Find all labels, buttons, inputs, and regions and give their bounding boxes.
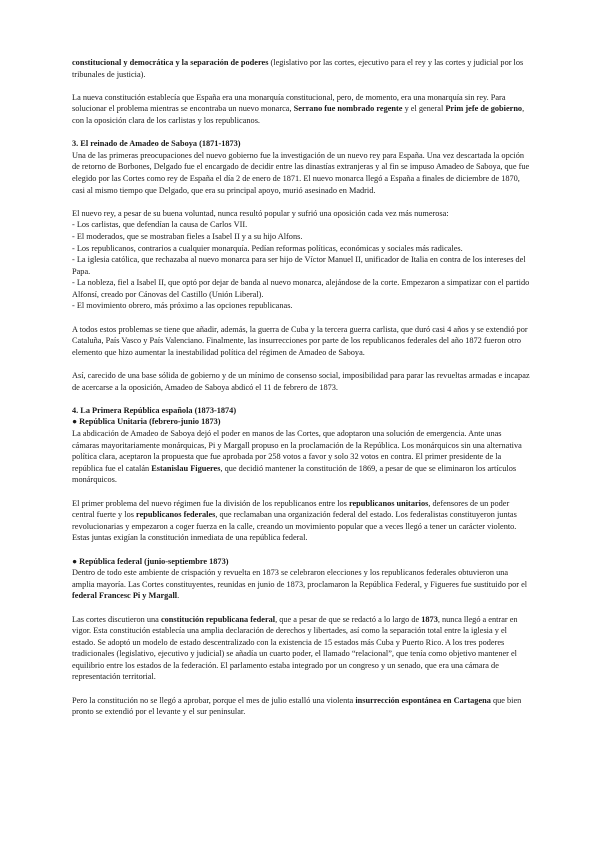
paragraph-republican-division bbox=[72, 498, 530, 544]
paragraph-republic-proclamation bbox=[72, 428, 530, 486]
bold-text: insurrección espontánea en Cartagena bbox=[355, 695, 491, 705]
text: Las cortes discutieron una bbox=[72, 614, 161, 624]
text: , que reclamaban una organización federal del estado. Los federalistas constituyeron juntas revolucionarias y empezaron a coger fuerza en la calle, creando un movimiento popular que a veces llegó a tener un carácter violento. Estas juntas exigían la constitución inmediata de una república federal. bbox=[72, 510, 517, 543]
paragraph-opposition-intro: El nuevo rey, a pesar de su buena voluntad, nunca resultó popular y sufrió una oposición cada vez más numerosa: bbox=[72, 208, 449, 218]
subheading-unitary-republic: ● República Unitaria (febrero-junio 1873) bbox=[72, 417, 221, 427]
paragraph-cartagena-insurrection bbox=[72, 695, 530, 718]
paragraph-additional-problems: A todos estos problemas se tiene que añadir, además, la guerra de Cuba y la tercera guerra carlista, que duró casi 4 años y se extendió por Cataluña, País Vasco y País Valenciano. Finalmente, las insurrecciones por parte de los republicanos federales del año 1872 fueron otro elemento que hizo aumentar la inestabilidad política del régimen de Amadeo de Saboya. bbox=[72, 324, 528, 357]
text: (legislativo por las cortes, ejecutivo para el rey y las cortes y judicial por los tribunales de justicia). bbox=[72, 58, 524, 79]
bold-text: Estanislau Figueres bbox=[151, 463, 221, 473]
text: , nunca llegó a entrar en vigor. Esta constitución establecía una amplia declaración de derechos y libertades, así como la separación total entre la iglesia y el estado. Se adoptó un modelo de estado descentralizado con la existencia de 15 estados más Cuba y Puerto Rico. A los tres poderes tradicionales (legislativo, ejecutivo y judicial) se añadía un cuarto poder, el llamado “relacional”, que tenía como objetivo mantener el equilibrio entre los estados de la federación. El parlamento estaba integrado por un congreso y un senado, que era una cámara de representación territorial. bbox=[72, 614, 518, 682]
text: , defensores de un poder central fuerte y los bbox=[72, 498, 510, 520]
paragraph-constitution-end bbox=[72, 57, 530, 80]
list-item: - Los carlistas, que defendían la causa de Carlos VII. bbox=[72, 220, 248, 230]
text: , que decidió mantener la constitución de 1869, a pesar de que se eliminaron los artículos monárquicos. bbox=[72, 463, 517, 485]
text: La abdicación de Amadeo de Saboya dejó el poder en manos de las Cortes, que adoptaron una solución de emergencia. Ante unas cámaras mayoritariamente monárquicas, Pi y Margall propuso en la proclamación de la República. Los monárquicos sin una alternativa política clara, aceptaron la propuesta que fue aprobada por 258 votos a favor y solo 32 votos en contra. El primer presidente de la república fue el catalán bbox=[72, 429, 522, 473]
paragraph-federal-elections bbox=[72, 567, 530, 602]
text: Dentro de todo este ambiente de crispación y revuelta en 1873 se celebraron elecciones y los republicanos federales obtuvieron una amplia mayoría. Las Cortes constituyentes, reunidas en junio de 1873, proclamaron la República Federal, y Figueres fue sustituido por el bbox=[72, 568, 528, 589]
text: , que a pesar de que se redactó a lo largo de bbox=[275, 614, 422, 624]
section-heading-amadeo: 3. El reinado de Amadeo de Saboya (1871-1873) bbox=[72, 139, 241, 149]
text: , con la oposición clara de los carlistas y los republicanos. bbox=[72, 104, 525, 125]
text: La nueva constitución establecía que España era una monarquía constitucional, pero, de momento, era una monarquía sin rey. Para solucionar el problema mientras se encontraba un nuevo monarca, bbox=[72, 92, 506, 114]
text: . bbox=[177, 591, 180, 601]
paragraph-federal-constitution bbox=[72, 614, 530, 684]
bold-text: republicanos unitarios bbox=[348, 498, 429, 508]
list-item: - Los republicanos, contrarios a cualquier monarquía. Pedían reformas políticas, económicas y sociales más radicales. bbox=[72, 243, 463, 253]
bold-text: constitucional y democrática y la separación de poderes bbox=[72, 58, 269, 67]
list-item: - El movimiento obrero, más próximo a las opciones republicanas. bbox=[72, 301, 293, 311]
paragraph-abdication: Así, carecido de una base sólida de gobierno y de un mínimo de consenso social, imposibilidad para parar las revueltas armadas e incapaz de acercarse a la oposición, Amadeo de Saboya abdicó el 11 de febrero de 1873. bbox=[72, 371, 530, 392]
bold-text: Prim jefe de gobierno bbox=[445, 104, 523, 114]
bold-text: 1873 bbox=[421, 614, 438, 624]
subheading-federal-republic: ● República federal (junio-septiembre 1873) bbox=[72, 556, 229, 566]
bold-text: Serrano fue nombrado regente bbox=[293, 104, 403, 114]
bold-text: republicanos federales bbox=[136, 510, 216, 520]
paragraph-monarchy-without-king bbox=[72, 92, 530, 127]
text: El primer problema del nuevo régimen fue la división de los republicanos entre los bbox=[72, 498, 349, 508]
opposition-list bbox=[72, 219, 530, 312]
text: y el general bbox=[402, 104, 446, 114]
text: que bien pronto se extendió por el levante y el sur peninsular. bbox=[72, 695, 522, 717]
list-item: - La iglesia católica, que rechazaba al nuevo monarca para ser hijo de Víctor Manuel II, unificador de Italia en contra de los intereses del Papa. bbox=[72, 255, 526, 276]
section-heading-first-republic: 4. La Primera República española (1873-1874) bbox=[72, 405, 237, 415]
text: Pero la constitución no se llegó a aprobar, porque el mes de julio estalló una violenta bbox=[72, 695, 356, 705]
bold-text: constitución republicana federal bbox=[160, 614, 276, 624]
paragraph-new-king-search: Una de las primeras preocupaciones del nuevo gobierno fue la investigación de un nuevo rey para España. Una vez descartada la opción de retorno de Borbones, Delgado fue el encargado de decidir entre las dinastías extranjeras y al fin se impuso Amadeo de Saboya, que fue elegido por las Cortes como rey de España el día 2 de enero de 1871. El nuevo monarca llegó a España a finales de diciembre de 1870, casi al mismo tiempo que Delgado, que era su principal apoyo, murió asesinado en Madrid. bbox=[72, 150, 530, 195]
list-item: - La nobleza, fiel a Isabel II, que optó por dejar de banda al nuevo monarca, alejándose de la corte. Empezaron a simpatizar con el partido Alfonsí, creado por Cánovas del Castillo (Unión Liberal). bbox=[72, 278, 530, 299]
list-item: - El moderados, que se mostraban fieles a Isabel II y a su hijo Alfons. bbox=[72, 231, 303, 241]
bold-text: federal Francesc Pi y Margall bbox=[72, 591, 178, 601]
